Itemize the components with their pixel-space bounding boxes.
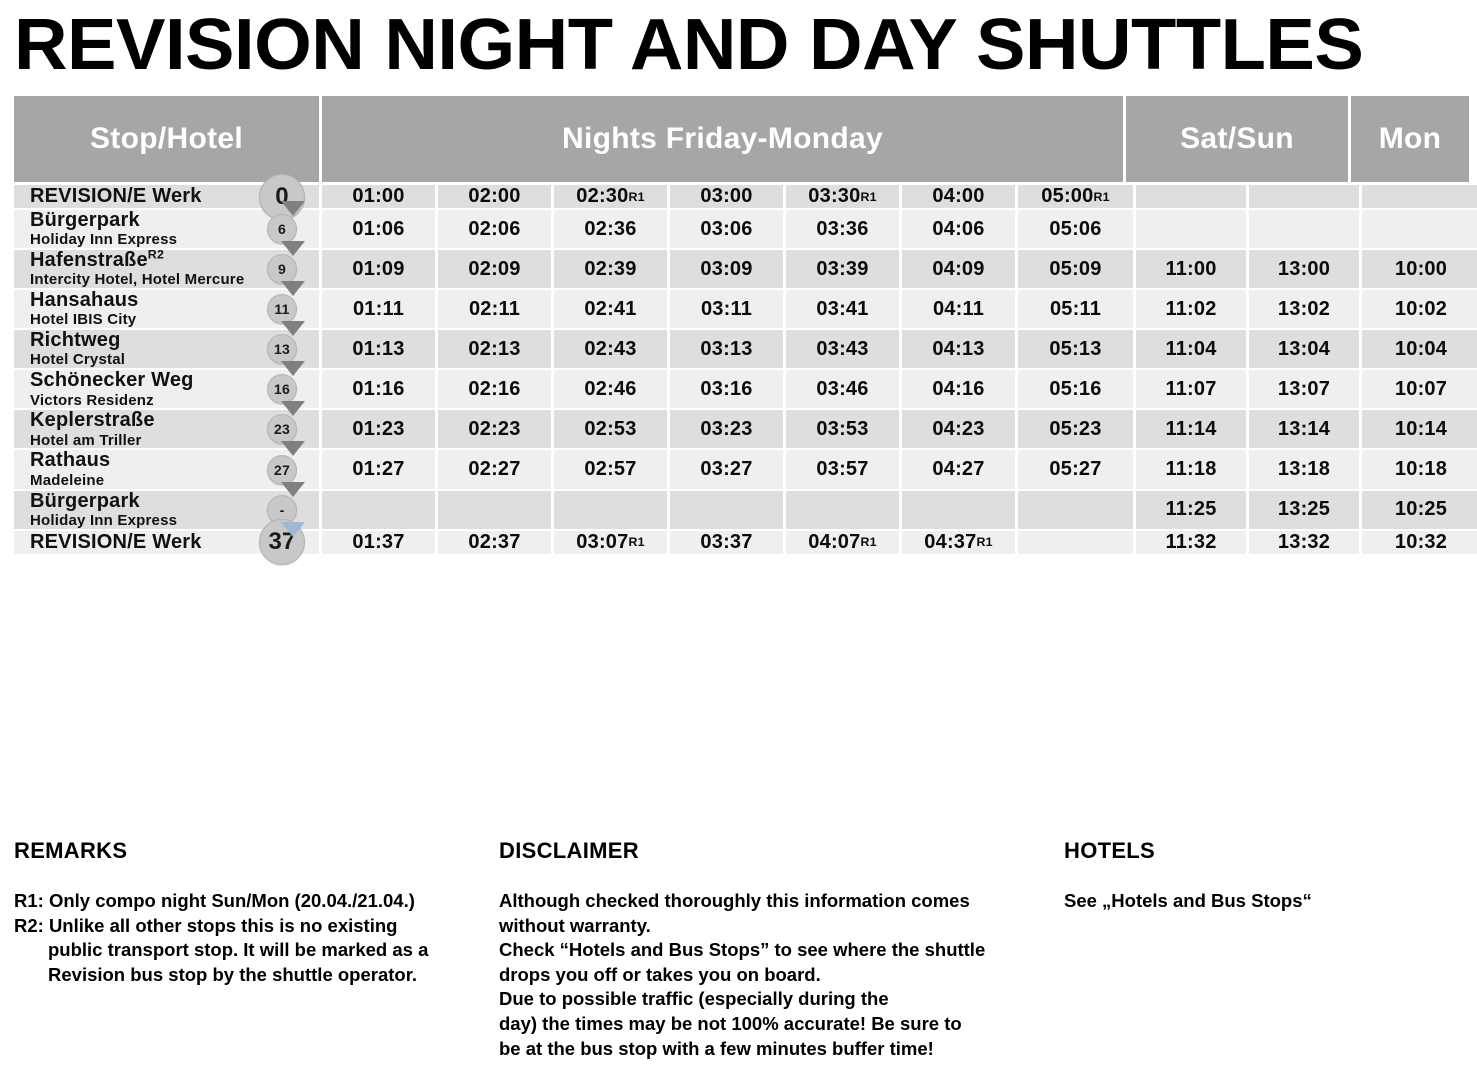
stop-name: Richtweg	[30, 329, 121, 352]
departure-time-cell	[902, 491, 1015, 529]
departure-time-cell: 11:14	[1136, 410, 1246, 448]
departure-time-cell: 03:11	[670, 290, 783, 328]
page-title: REVISION NIGHT AND DAY SHUTTLES	[14, 5, 1364, 85]
departure-time-cell: 11:00	[1136, 250, 1246, 288]
departure-time-cell: 04:11	[902, 290, 1015, 328]
stop-cell	[14, 210, 319, 248]
departure-time-cell: 02:00	[438, 185, 551, 208]
stop-hotel-name: Holiday Inn Express	[30, 511, 178, 529]
departure-time-cell: 03:37	[670, 531, 783, 554]
departure-time-cell: 05:27	[1018, 450, 1133, 488]
departure-time-cell: 10:32	[1362, 531, 1477, 554]
disclaimer-section	[499, 838, 1064, 1061]
departure-time-cell: 03:27	[670, 450, 783, 488]
departure-time-cell: 11:18	[1136, 450, 1246, 488]
departure-time-cell: 04:16	[902, 370, 1015, 408]
departure-time-cell: 02:16	[438, 370, 551, 408]
departure-time-cell	[1249, 185, 1359, 208]
departure-time-cell: 03:23	[670, 410, 783, 448]
route-arrow-down-icon	[281, 482, 305, 497]
departure-time-cell: 11:32	[1136, 531, 1246, 554]
stop-hotel-name: Victors Residenz	[30, 391, 154, 409]
departure-time-cell: 02:09	[438, 250, 551, 288]
departure-time-cell: 05:23	[1018, 410, 1133, 448]
departure-time-cell: 02:27	[438, 450, 551, 488]
departure-time-cell: 01:37	[322, 531, 435, 554]
disclaimer-line-7: be at the bus stop with a few minutes buffer time!	[499, 1037, 934, 1059]
disclaimer-line-1: Although checked thoroughly this information comes	[499, 890, 970, 911]
route-arrow-down-icon	[281, 401, 305, 416]
route-arrow-down-icon	[281, 241, 305, 256]
departure-time-cell: 01:23	[322, 410, 435, 448]
departure-time-cell	[1136, 185, 1246, 208]
departure-time-cell: 03:43	[786, 330, 899, 368]
table-row	[14, 210, 1466, 248]
departure-time-cell: 01:00	[322, 185, 435, 208]
departure-time-cell: 03:00	[670, 185, 783, 208]
stop-cell	[14, 182, 319, 210]
departure-time-cell	[554, 491, 667, 529]
departure-time-cell: 02:13	[438, 330, 551, 368]
departure-time-cell: 02:46	[554, 370, 667, 408]
remark-r2-line2: public transport stop. It will be marked as a	[48, 939, 429, 961]
route-arrow-down-icon	[281, 321, 305, 336]
departure-time-cell: 10:25	[1362, 491, 1477, 529]
departure-time-cell: 03:41	[786, 290, 899, 328]
stop-name: REVISION/E Werk	[30, 184, 202, 207]
route-arrow-down-icon	[281, 281, 305, 296]
table-row	[14, 330, 1466, 368]
departure-time-cell	[1249, 210, 1359, 248]
departure-time-cell: 05:13	[1018, 330, 1133, 368]
departure-time-cell: 05:09	[1018, 250, 1133, 288]
departure-time-cell: 03:30 R1	[786, 185, 899, 208]
header-sat-sun: Sat/Sun	[1126, 96, 1348, 182]
departure-time-cell: 04:06	[902, 210, 1015, 248]
route-arrow-down-icon	[281, 441, 305, 456]
stop-minute-badge: 13	[267, 334, 297, 364]
stop-minute-badge: 0	[259, 174, 305, 220]
table-row	[14, 247, 1466, 289]
departure-time-cell: 13:18	[1249, 450, 1359, 488]
departure-time-cell: 04:00	[902, 185, 1015, 208]
disclaimer-line-3: Check “Hotels and Bus Stops” to see where the shuttle	[499, 939, 986, 961]
departure-time-cell: 13:32	[1249, 531, 1359, 554]
departure-time-cell: 01:27	[322, 450, 435, 488]
stop-hotel-name: Holiday Inn Express	[30, 231, 178, 249]
shuttle-schedule-table	[14, 96, 1466, 556]
table-row	[14, 290, 1466, 328]
departure-time-cell: 13:02	[1249, 290, 1359, 328]
disclaimer-line-5: Due to possible traffic (especially during the	[499, 988, 889, 1010]
departure-time-cell: 02:11	[438, 290, 551, 328]
departure-time-cell: 11:02	[1136, 290, 1246, 328]
disclaimer-heading: DISCLAIMER	[499, 838, 639, 863]
stop-name: Bürgerpark	[30, 489, 140, 512]
stop-minute-badge: 11	[267, 294, 297, 324]
departure-time-cell: 04:07 R1	[786, 531, 899, 554]
departure-time-cell: 11:25	[1136, 491, 1246, 529]
stop-cell	[14, 528, 319, 556]
departure-time-cell: 05:06	[1018, 210, 1133, 248]
table-header-row	[14, 96, 1466, 182]
stop-minute-badge: 6	[267, 214, 297, 244]
departure-time-cell: 02:53	[554, 410, 667, 448]
departure-time-cell	[1018, 531, 1133, 554]
route-arrow-down-icon	[281, 201, 305, 216]
stop-cell	[14, 370, 319, 408]
stop-cell	[14, 330, 319, 368]
stop-cell	[14, 290, 319, 328]
departure-time-cell: 02:06	[438, 210, 551, 248]
departure-time-cell: 13:14	[1249, 410, 1359, 448]
departure-time-cell: 04:37 R1	[902, 531, 1015, 554]
departure-time-cell: 03:39	[786, 250, 899, 288]
hotels-heading: HOTELS	[1064, 838, 1156, 863]
departure-time-cell: 03:46	[786, 370, 899, 408]
departure-time-cell	[786, 491, 899, 529]
departure-time-cell: 10:14	[1362, 410, 1477, 448]
departure-time-cell: 01:13	[322, 330, 435, 368]
hotels-reference: See „Hotels and Bus Stops“	[1064, 890, 1312, 911]
disclaimer-line-4: drops you off or takes you on board.	[499, 963, 821, 985]
table-row	[14, 182, 1466, 210]
stop-name: Rathaus	[30, 449, 111, 472]
departure-time-cell: 10:02	[1362, 290, 1477, 328]
departure-time-cell: 02:30 R1	[554, 185, 667, 208]
stop-hotel-name: Madeleine	[30, 471, 105, 489]
stop-name: Hafenstraße$^{R2}$	[30, 247, 165, 272]
departure-time-cell: 01:09	[322, 250, 435, 288]
stop-name: Schönecker Weg	[30, 369, 194, 392]
departure-time-cell: 02:41	[554, 290, 667, 328]
header-nights-friday-monday: Nights Friday-Monday	[322, 96, 1123, 182]
departure-time-cell: 02:36	[554, 210, 667, 248]
departure-time-cell: 02:23	[438, 410, 551, 448]
table-row	[14, 491, 1466, 529]
departure-time-cell: 10:04	[1362, 330, 1477, 368]
stop-minute-badge: 23	[267, 414, 297, 444]
header-mon: Mon	[1351, 96, 1469, 182]
route-arrow-down-icon	[281, 361, 305, 376]
stop-cell	[14, 450, 319, 488]
departure-time-cell: 02:57	[554, 450, 667, 488]
departure-time-cell: 13:25	[1249, 491, 1359, 529]
departure-time-cell: 13:04	[1249, 330, 1359, 368]
departure-time-cell	[438, 491, 551, 529]
departure-time-cell	[670, 491, 783, 529]
stop-hotel-name: Hotel am Triller	[30, 431, 142, 449]
stop-minute-badge: 27	[267, 455, 297, 485]
remark-r1: R1: Only compo night Sun/Mon (20.04./21.04.)	[14, 890, 415, 911]
stop-name: Hansahaus	[30, 289, 139, 312]
table-body	[14, 182, 1466, 556]
remark-r2-line3: Revision bus stop by the shuttle operator.	[48, 963, 418, 985]
stop-cell	[14, 410, 319, 448]
departure-time-cell: 03:07 R1	[554, 531, 667, 554]
departure-time-cell: 02:43	[554, 330, 667, 368]
hotels-section	[1064, 838, 1464, 1061]
stop-name: Bürgerpark	[30, 209, 140, 231]
remarks-section	[14, 838, 499, 1061]
departure-time-cell: 03:09	[670, 250, 783, 288]
departure-time-cell: 05:11	[1018, 290, 1133, 328]
departure-time-cell: 03:36	[786, 210, 899, 248]
departure-time-cell	[1362, 210, 1477, 248]
stop-hotel-name: Hotel IBIS City	[30, 311, 137, 329]
header-stop-hotel: Stop/Hotel	[14, 96, 319, 182]
departure-time-cell: 10:00	[1362, 250, 1477, 288]
departure-time-cell: 03:16	[670, 370, 783, 408]
departure-time-cell: 04:09	[902, 250, 1015, 288]
table-row	[14, 450, 1466, 488]
departure-time-cell	[1136, 210, 1246, 248]
stop-hotel-name: Intercity Hotel, Hotel Mercure	[30, 271, 245, 289]
departure-time-cell: 02:39	[554, 250, 667, 288]
departure-time-cell: 04:23	[902, 410, 1015, 448]
stop-minute-badge: 9	[267, 254, 297, 284]
stop-cell	[14, 247, 319, 289]
stop-name: REVISION/E Werk	[30, 530, 202, 553]
table-row	[14, 528, 1466, 556]
departure-time-cell: 03:06	[670, 210, 783, 248]
stop-minute-badge: 37	[259, 519, 305, 565]
departure-time-cell	[322, 491, 435, 529]
stop-footnote-marker: R2	[147, 247, 165, 262]
stop-name: Keplerstraße	[30, 409, 155, 432]
departure-time-cell: 13:00	[1249, 250, 1359, 288]
departure-time-cell	[1362, 185, 1477, 208]
departure-time-cell: 10:07	[1362, 370, 1477, 408]
disclaimer-line-2: without warranty.	[499, 914, 651, 936]
remarks-heading: REMARKS	[14, 838, 128, 863]
departure-time-cell: 11:07	[1136, 370, 1246, 408]
stop-minute-badge: -	[267, 495, 297, 525]
remark-r2-line1: R2: Unlike all other stops this is no existing	[14, 914, 398, 936]
footer	[14, 838, 1466, 1061]
departure-time-cell: 05:16	[1018, 370, 1133, 408]
disclaimer-line-6: day) the times may be not 100% accurate! Be sure to	[499, 1012, 962, 1034]
departure-time-cell: 01:16	[322, 370, 435, 408]
departure-time-cell: 03:57	[786, 450, 899, 488]
departure-time-cell: 03:53	[786, 410, 899, 448]
departure-time-cell: 13:07	[1249, 370, 1359, 408]
route-arrow-down-icon	[281, 522, 305, 537]
table-row	[14, 370, 1466, 408]
table-row	[14, 410, 1466, 448]
departure-time-cell: 02:37	[438, 531, 551, 554]
departure-time-cell: 01:06	[322, 210, 435, 248]
departure-time-cell: 10:18	[1362, 450, 1477, 488]
departure-time-cell: 04:27	[902, 450, 1015, 488]
departure-time-cell: 04:13	[902, 330, 1015, 368]
departure-time-cell: 03:13	[670, 330, 783, 368]
departure-time-cell: 01:11	[322, 290, 435, 328]
departure-time-cell	[1018, 491, 1133, 529]
stop-minute-badge: 16	[267, 374, 297, 404]
departure-time-cell: 11:04	[1136, 330, 1246, 368]
departure-time-cell: 05:00 R1	[1018, 185, 1133, 208]
stop-hotel-name: Hotel Crystal	[30, 351, 126, 369]
